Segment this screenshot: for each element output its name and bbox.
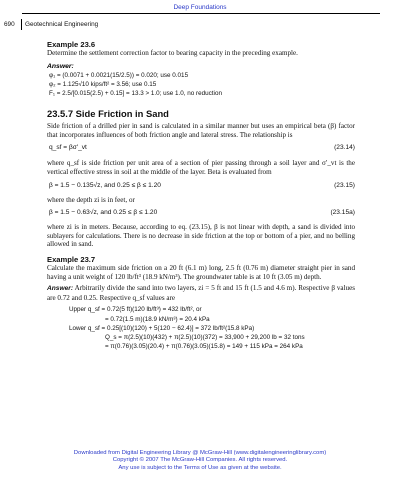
answer-label: Answer: xyxy=(47,62,74,70)
example-23-7 xyxy=(47,255,355,351)
equation-23-14 xyxy=(47,143,355,155)
paragraph: where q_sf is side friction per unit area of a section of pier passing through a soil layer and σ′_vt is the vertical effective stress in soil at the middle of the layer. Beta is evaluated from xyxy=(47,159,355,176)
page-content xyxy=(47,40,355,351)
equation-23-15 xyxy=(47,181,355,193)
calc-line: = 0.72(1.5 m)(18.9 kN/m³) = 20.4 kPa xyxy=(105,315,210,323)
equation-expression: β = 1.5 − 0.135√z, and 0.25 ≤ β ≤ 1.20 xyxy=(49,181,161,189)
equation-number: (23.15) xyxy=(334,181,355,189)
running-head: Deep Foundations xyxy=(173,4,227,11)
equation-23-15a xyxy=(47,208,355,220)
calc-line: φ₁ = (0.0071 + 0.0021(15/2.5)) = 0.020; use 0.015 xyxy=(49,71,189,79)
answer-text: Arbitrarily divide the sand into two layers, zi = 5 ft and 15 ft (1.5 and 4.6 m). Respective β values are 0.72 and 0.25. Respective q_sf values are xyxy=(47,284,356,302)
equation-number: (23.14) xyxy=(334,144,355,152)
answer-label: Answer: xyxy=(47,285,74,293)
chapter-title: Geotechnical Engineering xyxy=(25,21,99,28)
calc-line: Upper q_sf = 0.72(5 ft)(120 lb/ft³) = 432 lb/ft², or xyxy=(69,306,202,314)
footer-terms: Any use is subject to the Terms of Use as given at the website. xyxy=(118,464,282,471)
footer xyxy=(0,450,400,472)
equation-expression: q_sf = βσ′_vt xyxy=(49,144,87,152)
example-23-6 xyxy=(47,40,355,98)
section-intro: Side friction of a drilled pier in sand is calculated in a similar manner but uses an empirical beta (β) factor that incorporates influences of both friction angle and lateral stress. The relationship is xyxy=(47,122,355,139)
section-heading: 23.5.7 Side Friction in Sand xyxy=(47,108,169,120)
paragraph: where the depth zi is in feet, or xyxy=(47,195,135,204)
calc-line: φ₂ = 1.125√10 kips/ft² = 3.56; use 0.15 xyxy=(49,80,157,88)
equation-number: (23.15a) xyxy=(330,209,355,217)
equation-expression: β = 1.5 − 0.63√z, and 0.25 ≤ β ≤ 1.20 xyxy=(49,209,158,217)
footer-download-link[interactable]: Downloaded from Digital Engineering Library @ McGraw-Hill (www.digitalengineeringlibrary.com) xyxy=(73,450,327,456)
example-title: Example 23.6 xyxy=(47,40,96,49)
header-divider xyxy=(21,19,22,30)
header-rule xyxy=(22,13,380,14)
footer-copyright: Copyright © 2007 The McGraw-Hill Companies. All rights reserved. xyxy=(112,457,288,464)
calc-line: Lower q_sf = 0.25[(10)(120) + 5(120 − 62.4)] = 372 lb/ft²(15.8 kPa) xyxy=(69,324,255,332)
calc-line: Q_s = π(2.5)(10)(432) + π(2.5)(10)(372) = 33,900 + 29,200 lb = 32 tons xyxy=(105,333,305,341)
calc-line: F₁ = 2.5/[0.015(2.5) + 0.15] = 13.3 > 1.0; use 1.0, no reduction xyxy=(49,90,222,97)
example-problem: Determine the settlement correction factor to bearing capacity in the preceding example. xyxy=(47,49,298,57)
example-problem: Calculate the maximum side friction on a 20 ft (6.1 m) long, 2.5 ft (0.76 m) diameter straight pier in sand having a unit weight of 120 lb/ft³ (18.9 kN/m³). The groundwater table is at 10 ft (3.05 m) depth. xyxy=(47,263,355,281)
answer-paragraph xyxy=(47,284,355,302)
paragraph: where zi is in meters. Because, according to eq. (23.15), β is not linear with depth, a sand is divided into sublayers for calculations. There is no decrease in side friction at the top or bottom of a pier, and no belling allowed in sand. xyxy=(47,223,355,249)
example-title: Example 23.7 xyxy=(47,254,96,264)
page-number: 690 xyxy=(4,21,15,28)
calc-line: = π(0.76)(3.05)(20.4) + π(0.76)(3.05)(15.8) = 149 + 115 kPa = 264 kPa xyxy=(105,343,303,351)
